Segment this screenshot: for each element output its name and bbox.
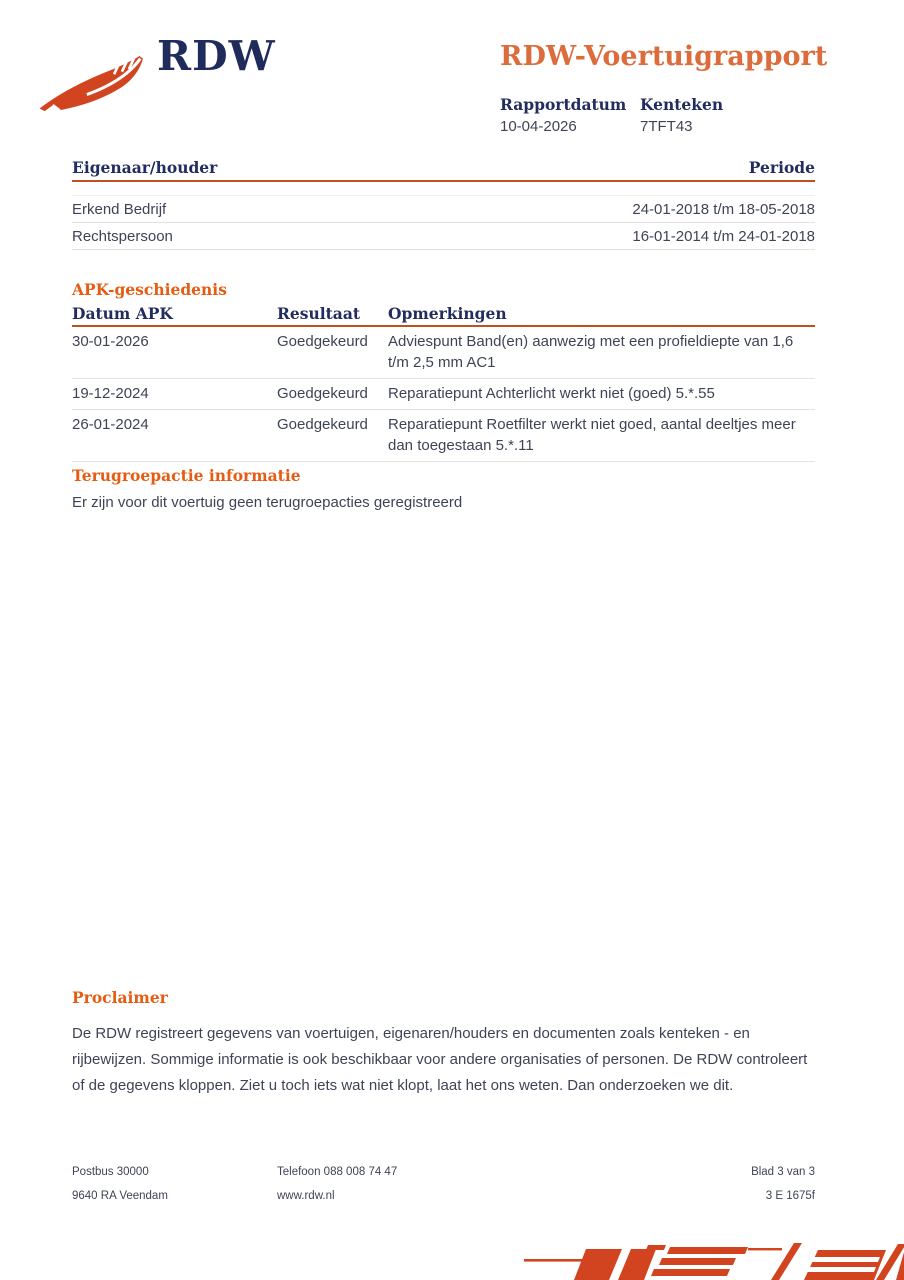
proclaimer-section xyxy=(72,988,818,1099)
owner-period: 24-01-2018 t/m 18-05-2018 xyxy=(632,201,815,218)
apk-remarks-column-header: Opmerkingen xyxy=(388,304,507,323)
apk-table-row xyxy=(72,327,815,379)
apk-date: 26-01-2024 xyxy=(72,416,149,433)
footer-postbus: Postbus 30000 xyxy=(72,1166,149,1178)
owner-table-body xyxy=(72,195,815,250)
report-date-label: Rapportdatum xyxy=(500,95,627,114)
footer-doc-code: 3 E 1675f xyxy=(765,1190,815,1202)
apk-table-header xyxy=(72,303,815,327)
rdw-logo-text: RDW xyxy=(157,32,276,80)
license-block xyxy=(640,95,723,135)
page-footer xyxy=(72,1166,815,1203)
apk-date-column-header: Datum APK xyxy=(72,304,173,323)
license-plate-value: 7TFT43 xyxy=(640,118,693,135)
apk-table-row xyxy=(72,379,815,410)
proclaimer-heading: Proclaimer xyxy=(72,988,168,1007)
apk-remark: Adviespunt Band(en) aanwezig met een profieldiepte van 1,6 t/m 2,5 mm AC1 xyxy=(388,333,794,371)
rdw-feather-logo-icon xyxy=(36,50,150,118)
apk-remark: Reparatiepunt Roetfilter werkt niet goed, aantal deeltjes meer dan toegestaan 5.*.11 xyxy=(388,416,796,454)
owner-name: Erkend Bedrijf xyxy=(72,201,167,218)
speed-stripes-graphic xyxy=(508,1242,904,1280)
footer-phone: Telefoon 088 008 74 47 xyxy=(277,1166,398,1178)
owner-table-row xyxy=(72,196,815,223)
report-date-block xyxy=(500,95,640,135)
apk-date: 19-12-2024 xyxy=(72,385,149,402)
footer-page-number: Blad 3 van 3 xyxy=(751,1166,815,1178)
footer-website: www.rdw.nl xyxy=(277,1190,335,1202)
recall-section xyxy=(72,466,815,511)
owner-column-header: Eigenaar/houder xyxy=(72,158,218,177)
apk-table-row xyxy=(72,410,815,462)
apk-history-section xyxy=(72,280,815,462)
period-column-header: Periode xyxy=(748,158,815,177)
recall-section-heading: Terugroepactie informatie xyxy=(72,466,301,485)
recall-status-text: Er zijn voor dit voertuig geen terugroepacties geregistreerd xyxy=(72,494,463,511)
footer-city: 9640 RA Veendam xyxy=(72,1190,168,1202)
owner-section xyxy=(72,158,815,250)
owner-table-header xyxy=(72,158,815,182)
owner-table-row xyxy=(72,223,815,250)
proclaimer-text: De RDW registreert gegevens van voertuigen, eigenaren/houders en documenten zoals kenteken - en rijbewijzen. Sommige informatie is ook beschikbaar voor andere organisaties of personen. De RDW controleert of de gegevens kloppen. Ziet u toch iets wat niet klopt, laat het ons weten. Dan onderzoeken we dit. xyxy=(72,1025,808,1094)
apk-result-column-header: Resultaat xyxy=(277,304,361,323)
report-meta xyxy=(500,95,723,135)
report-date-value: 10-04-2026 xyxy=(500,118,577,135)
page-title: RDW-Voertuigrapport xyxy=(500,41,828,72)
owner-name: Rechtspersoon xyxy=(72,228,173,245)
apk-date: 30-01-2026 xyxy=(72,333,149,350)
apk-section-heading: APK-geschiedenis xyxy=(72,280,227,299)
apk-result: Goedgekeurd xyxy=(277,385,368,402)
apk-result: Goedgekeurd xyxy=(277,333,368,350)
license-plate-label: Kenteken xyxy=(640,95,724,114)
apk-result: Goedgekeurd xyxy=(277,416,368,433)
apk-remark: Reparatiepunt Achterlicht werkt niet (goed) 5.*.55 xyxy=(388,385,715,402)
owner-period: 16-01-2014 t/m 24-01-2018 xyxy=(632,228,815,245)
apk-table xyxy=(72,303,815,462)
